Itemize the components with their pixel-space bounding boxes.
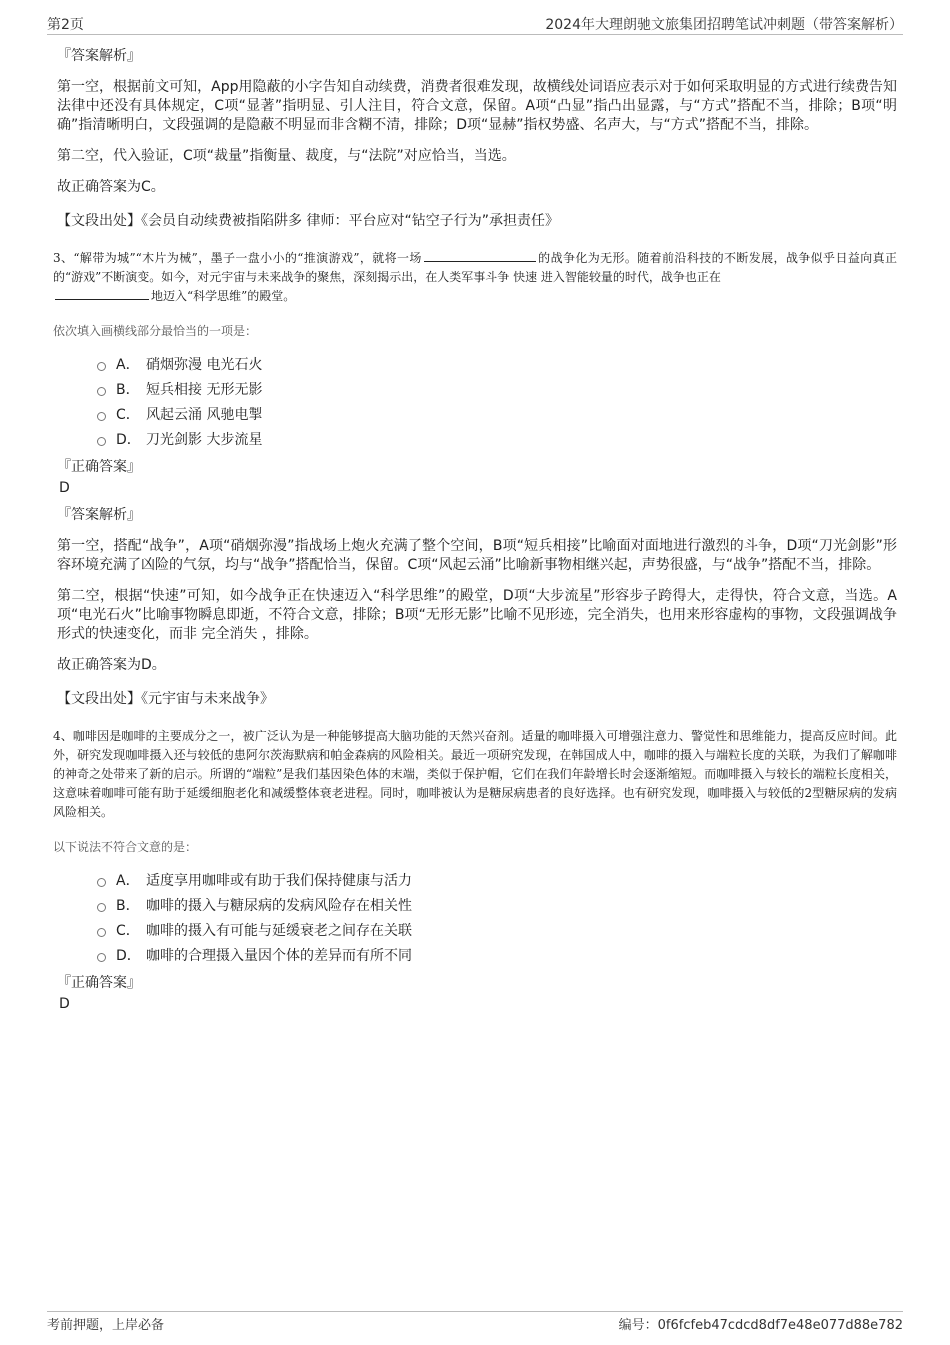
- q3-conclusion: 故正确答案为D。: [57, 657, 166, 673]
- q3-correct-answer: D: [59, 480, 70, 496]
- option-letter: D．: [116, 947, 141, 964]
- q3-option-b[interactable]: [97, 376, 897, 401]
- radio-icon[interactable]: [97, 928, 106, 937]
- q4-option-d[interactable]: [97, 942, 897, 967]
- option-letter: B．: [116, 897, 140, 914]
- prev-analysis-paragraph-1: 第一空，根据前文可知，App用隐蔽的小字告知自动续费，消费者很难发现，故横线处词语应表示对于如何采取明显的方式进行续费告知法律中还没有具体规定，C项“显著”指明显、引人注目，符合文意，保留。A项“凸显”指凸出显露，与“方式”搭配不当，排除；B项“明确”指清晰明白，文段强调的是隐蔽不明显而非含糊不清，排除；D项“显赫”指权势盛、名声大，与“方式”搭配不当，排除。: [57, 79, 897, 133]
- radio-icon[interactable]: [97, 362, 106, 371]
- page-number: 第2页: [47, 17, 84, 33]
- q3-option-d[interactable]: [97, 426, 897, 451]
- q3-options: [97, 351, 897, 451]
- footer-slogan: 考前押题，上岸必备: [47, 1318, 165, 1333]
- q3-correct-label: 『正确答案』: [57, 459, 141, 475]
- radio-icon[interactable]: [97, 953, 106, 962]
- option-letter: A．: [116, 872, 140, 889]
- question-3-stem: [53, 249, 897, 306]
- q4-correct-answer: D: [59, 996, 70, 1012]
- page-footer: [47, 1311, 903, 1334]
- option-text: 咖啡的合理摄入量因个体的差异而有所不同: [146, 947, 412, 964]
- option-text: 咖啡的摄入与糖尿病的发病风险存在相关性: [146, 897, 412, 914]
- q3-stem-part-b: 的战争化为无形。随着前沿科技的不断发展，战争似乎日益向真正的“游戏”不断演变。如今，对元宇宙与未来战争的聚焦，深刻揭示出，在人类军事斗争 快速 进入智能较量的时代，战争也正在: [53, 251, 897, 284]
- q3-blank-2: [55, 287, 149, 300]
- q3-stem-part-c: 地迈入“科学思维”的殿堂。: [151, 289, 296, 303]
- prev-source: [57, 211, 897, 231]
- document-code: 编号：0f6fcfeb47cdcd8df7e48e077d88e782: [618, 1318, 903, 1333]
- question-4-stem: 4、咖啡因是咖啡的主要成分之一，被广泛认为是一种能够提高大脑功能的天然兴奋剂。适量的咖啡摄入可增强注意力、警觉性和思维能力，提高反应时间。此外，研究发现咖啡摄入还与较低的患阿尔茨海默病和帕金森病的风险相关。最近一项研究发现，在韩国成人中，咖啡的摄入与端粒长度的关联，为我们了解咖啡的神奇之处带来了新的启示。所谓的“端粒”是我们基因染色体的末端，类似于保护帽，它们在我们年龄增长时会逐渐缩短。而咖啡摄入与较长的端粒长度相关，这意味着咖啡可能有助于延缓细胞老化和减缓整体衰老进程。同时，咖啡被认为是糖尿病患者的良好选择。也有研究发现，咖啡摄入与较低的2型糖尿病的发病风险相关。: [53, 729, 897, 819]
- prev-analysis-paragraph-2: 第二空，代入验证，C项“裁量”指衡量、裁度，与“法院”对应恰当，当选。: [57, 148, 516, 164]
- radio-icon[interactable]: [97, 412, 106, 421]
- document-body: [53, 44, 897, 1021]
- document-title: 2024年大理朗驰文旅集团招聘笔试冲刺题（带答案解析）: [545, 17, 903, 33]
- q3-option-a[interactable]: [97, 351, 897, 376]
- prev-conclusion: 故正确答案为C。: [57, 179, 165, 195]
- q3-analysis-paragraph-2: 第二空，根据“快速”可知，如今战争正在快速迈入“科学思维”的殿堂，D项“大步流星”形容步子跨得大，走得快，符合文意，当选。A项“电光石火”比喻事物瞬息即逝，不符合文意，排除；B项“无形无影”比喻不见形迹，完全消失，也用来形容虚构的事物，文段强调战争形式的快速变化，而非 完全消失 ，排除。: [57, 588, 897, 642]
- q4-options: [97, 867, 897, 967]
- radio-icon[interactable]: [97, 903, 106, 912]
- source-prefix: 【文段出处】: [57, 213, 141, 229]
- q3-blank-1: [424, 249, 536, 262]
- q3-option-c[interactable]: [97, 401, 897, 426]
- q4-prompt: 以下说法不符合文意的是：: [53, 840, 198, 854]
- prev-source-title: 《会员自动续费被指陷阱多 律师：平台应对“钻空子行为”承担责任》: [141, 213, 559, 229]
- q3-analysis-label: 『答案解析』: [57, 507, 141, 523]
- q4-correct-label: 『正确答案』: [57, 975, 141, 991]
- radio-icon[interactable]: [97, 437, 106, 446]
- q4-option-b[interactable]: [97, 892, 897, 917]
- option-text: 咖啡的摄入有可能与延缓衰老之间存在关联: [146, 922, 412, 939]
- option-text: 短兵相接 无形无影: [146, 381, 263, 398]
- q4-option-a[interactable]: [97, 867, 897, 892]
- option-letter: C．: [116, 922, 140, 939]
- radio-icon[interactable]: [97, 387, 106, 396]
- page-header: [47, 12, 903, 35]
- option-letter: C．: [116, 406, 140, 423]
- option-text: 风起云涌 风驰电掣: [146, 406, 263, 423]
- prev-analysis-label: 『答案解析』: [57, 48, 141, 64]
- q3-source-title: 《元宇宙与未来战争》: [141, 691, 274, 707]
- source-prefix: 【文段出处】: [57, 691, 141, 707]
- option-letter: A．: [116, 356, 140, 373]
- option-text: 硝烟弥漫 电光石火: [146, 356, 263, 373]
- option-text: 适度享用咖啡或有助于我们保持健康与活力: [146, 872, 412, 889]
- q3-prompt: 依次填入画横线部分最恰当的一项是：: [53, 324, 258, 338]
- option-text: 刀光剑影 大步流星: [146, 431, 263, 448]
- option-letter: D．: [116, 431, 141, 448]
- q3-source: [57, 689, 897, 709]
- q4-option-c[interactable]: [97, 917, 897, 942]
- radio-icon[interactable]: [97, 878, 106, 887]
- q3-analysis-paragraph-1: 第一空，搭配“战争”，A项“硝烟弥漫”指战场上炮火充满了整个空间，B项“短兵相接”比喻面对面地进行激烈的斗争，D项“刀光剑影”形容环境充满了凶险的气氛，均与“战争”搭配恰当，保留。C项“风起云涌”比喻新事物相继兴起，声势很盛，与“战争”搭配不当，排除。: [57, 538, 897, 573]
- option-letter: B．: [116, 381, 140, 398]
- q3-stem-part-a: 3、“解带为城”“木片为械”，墨子一盘小小的“推演游戏”，就将一场: [53, 251, 422, 265]
